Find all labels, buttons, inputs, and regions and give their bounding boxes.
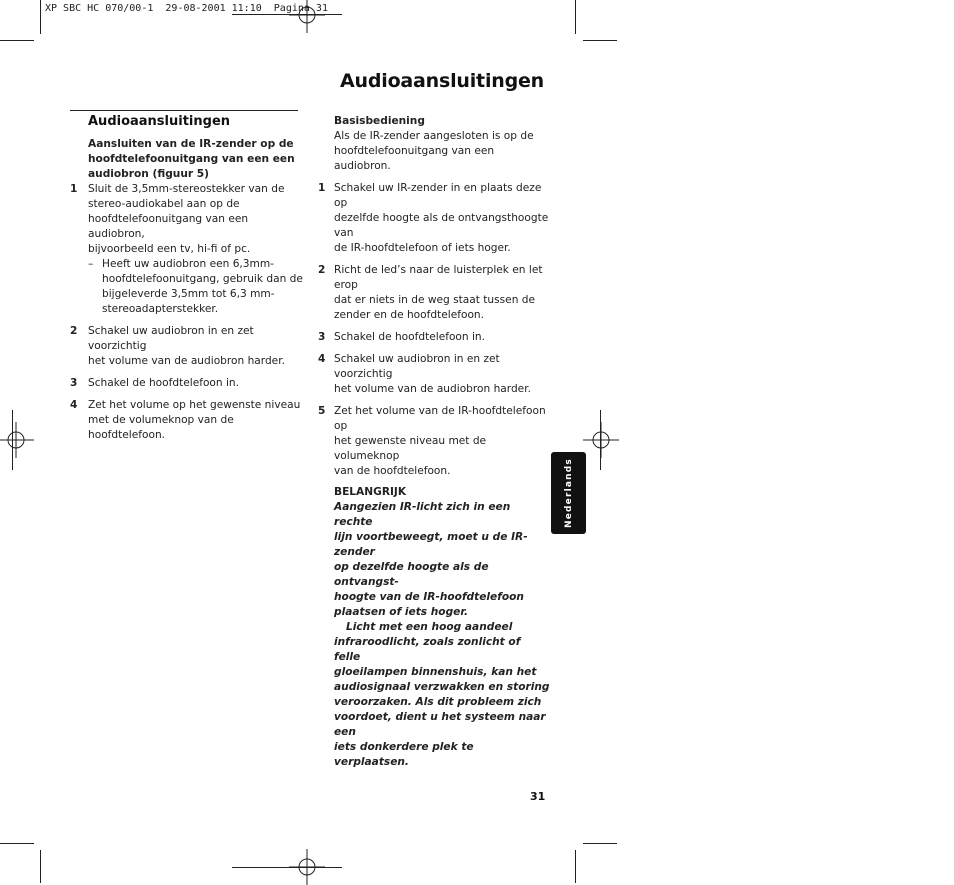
crop-mark bbox=[0, 40, 34, 41]
section-heading: Audioaansluitingen bbox=[88, 114, 231, 129]
page-number: 31 bbox=[530, 790, 546, 803]
step-item: 3 Schakel de hoofdtelefoon in. bbox=[70, 377, 240, 389]
language-tab bbox=[551, 452, 586, 534]
crop-mark bbox=[583, 40, 617, 41]
step-number: 1 bbox=[318, 182, 326, 194]
step-item: 4 Zet het volume op het gewenste niveau met de volumeknop van de hoofdtelefoon. bbox=[70, 399, 301, 441]
step-number: 2 bbox=[318, 264, 326, 276]
crop-mark bbox=[40, 0, 41, 34]
step-number: 1 bbox=[70, 183, 78, 195]
step-item: 4 Schakel uw audiobron in en zet voorzichtig het volume van de audiobron harder. bbox=[318, 353, 531, 395]
step-number: 4 bbox=[70, 399, 78, 411]
registration-mark-icon bbox=[289, 0, 325, 33]
right-column bbox=[318, 114, 550, 770]
important-heading: BELANGRIJK bbox=[334, 486, 407, 498]
section-rule bbox=[70, 110, 298, 111]
crop-mark bbox=[575, 0, 576, 34]
step-item: 2 Schakel uw audiobron in en zet voorzichtig het volume van de audiobron harder. bbox=[70, 325, 285, 367]
step-item: 1 Schakel uw IR-zender in en plaats deze op dezelfde hoogte als de ontvangsthoogte van de IR-hoofdtelefoon of iets hoger. bbox=[318, 182, 549, 254]
crop-mark bbox=[232, 14, 342, 15]
subsection-heading: Basisbediening bbox=[334, 115, 425, 127]
important-note bbox=[334, 500, 550, 770]
crop-mark bbox=[575, 850, 576, 883]
dash-bullet: – bbox=[88, 258, 94, 270]
step-number: 2 bbox=[70, 325, 78, 337]
step-item: 5 Zet het volume van de IR-hoofdtelefoon op het gewenste niveau met de volumeknop van de hoofdtelefoon. bbox=[318, 405, 546, 477]
subsection-heading: Aansluiten van de IR-zender op de hoofdtelefoonuitgang van een een audiobron (figuur 5) bbox=[88, 138, 295, 180]
step-number: 5 bbox=[318, 405, 326, 417]
step-item: 3 Schakel de hoofdtelefoon in. bbox=[318, 331, 486, 343]
registration-mark-icon bbox=[0, 422, 34, 458]
important-paragraph: Aangezien IR-licht zich in een rechte lijn voortbeweegt, moet u de IR-zender op dezelfde hoogte als de ontvangst- hoogte van de IR-hoofdtelefoon plaatsen of iets hoger. bbox=[334, 501, 528, 618]
print-slug: XP SBC HC 070/00-1 29-08-2001 11:10 Pagina 31 bbox=[45, 3, 328, 14]
registration-mark-icon bbox=[583, 422, 619, 458]
sub-note: – Heeft uw audiobron een 6,3mm- hoofdtelefoonuitgang, gebruik dan de bijgeleverde 3,5mm tot 6,3 mm- stereoadapterstekker. bbox=[88, 258, 303, 315]
intro-text: Als de IR-zender aangesloten is op de hoofdtelefoonuitgang van een audiobron. bbox=[334, 130, 534, 172]
step-number: 4 bbox=[318, 353, 326, 365]
page-title: Audioaansluitingen bbox=[340, 70, 544, 92]
important-paragraph: Licht met een hoog aandeel infraroodlicht, zoals zonlicht of felle gloeilampen binnenshuis, kan het audiosignaal verzwakken en storing veroorzaken. Als dit probleem zich voordoet, dient u het systeem naar een iets donkerdere plek te verplaatsen. bbox=[334, 621, 550, 768]
step-item: 1 Sluit de 3,5mm-stereostekker van de stereo-audiokabel aan op de hoofdtelefoonuitgang van een audiobron, bijvoorbeeld een tv, hi-fi of pc. – Heeft uw audiobron een 6,3mm- hoofdtelefoonuitgang, gebruik dan de bijgeleverde 3,5mm tot 6,3 mm- stereoadapterstekker. bbox=[70, 182, 305, 317]
left-column bbox=[70, 113, 305, 443]
step-number: 3 bbox=[318, 331, 326, 343]
crop-mark bbox=[583, 843, 617, 844]
step-number: 3 bbox=[70, 377, 78, 389]
crop-mark bbox=[232, 867, 342, 868]
crop-mark bbox=[40, 850, 41, 883]
crop-mark bbox=[0, 843, 34, 844]
language-tab-label: Nederlands bbox=[563, 458, 574, 528]
step-item: 2 Richt de led’s naar de luisterplek en let erop dat er niets in de weg staat tussen de zender en de hoofdtelefoon. bbox=[318, 264, 543, 321]
registration-mark-icon bbox=[289, 849, 325, 885]
